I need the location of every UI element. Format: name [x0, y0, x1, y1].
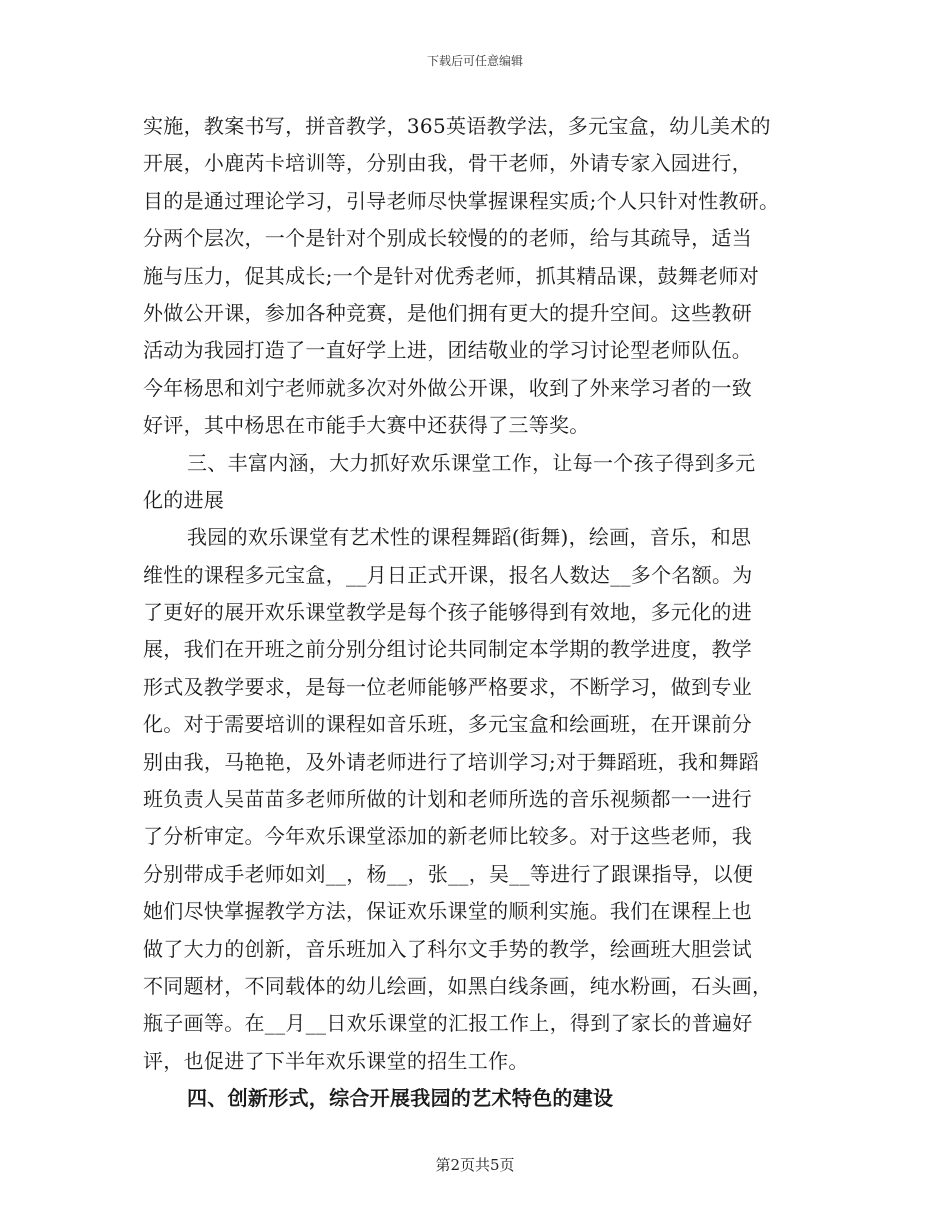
body-line: 维性的课程多元宝盒，__月日正式开课，报名人数达__多个名额。为 [143, 562, 753, 587]
body-line: 了分析审定。今年欢乐课堂添加的新老师比较多。对于这些老师，我 [143, 824, 752, 849]
body-line: 分别带成手老师如刘__，杨__，张__，吴__等进行了跟课指导，以便 [143, 861, 754, 886]
body-line: 瓶子画等。在__月__日欢乐课堂的汇报工作上，得到了家长的普遍好 [143, 1011, 753, 1036]
body-line: 化的进展 [143, 487, 225, 512]
body-line: 我园的欢乐课堂有艺术性的课程舞蹈(街舞)，绘画，音乐，和思 [187, 525, 752, 550]
body-line: 外做公开课，参加各种竞赛，是他们拥有更大的提升空间。这些教研 [143, 300, 752, 325]
body-line: 施与压力，促其成长;一个是针对优秀老师，抓其精品课，鼓舞老师对 [143, 263, 760, 288]
document-body [143, 108, 823, 1118]
section-heading: 四、创新形式，综合开展我园的艺术特色的建设 [187, 1086, 614, 1111]
body-line: 别由我，马艳艳，及外请老师进行了培训学习;对于舞蹈班，我和舞蹈 [143, 749, 760, 774]
body-line: 三、丰富内涵，大力抓好欢乐课堂工作，让每一个孩子得到多元 [187, 450, 756, 475]
body-line: 形式及教学要求，是每一位老师能够严格要求，不断学习，做到专业 [143, 674, 752, 699]
body-line: 开展，小鹿芮卡培训等，分别由我，骨干老师，外请专家入园进行， [143, 151, 752, 176]
body-line: 她们尽快掌握教学方法，保证欢乐课堂的顺利实施。我们在课程上也 [143, 899, 752, 924]
body-line: 化。对于需要培训的课程如音乐班，多元宝盒和绘画班，在开课前分 [143, 712, 752, 737]
body-line: 评，也促进了下半年欢乐课堂的招生工作。 [143, 1048, 529, 1073]
page-header-note: 下载后可任意编辑 [426, 54, 523, 68]
body-line: 展，我们在开班之前分别分组讨论共同制定本学期的教学进度，教学 [143, 637, 752, 662]
body-line: 分两个层次，一个是针对个别成长较慢的的老师，给与其疏导，适当 [143, 226, 752, 251]
body-line: 活动为我园打造了一直好学上进，团结敬业的学习讨论型老师队伍。 [143, 338, 752, 363]
body-line: 了更好的展开欢乐课堂教学是每个孩子能够得到有效地，多元化的进 [143, 600, 752, 625]
body-line: 不同题材，不同载体的幼儿绘画，如黑白线条画，纯水粉画，石头画， [143, 973, 773, 998]
body-line: 目的是通过理论学习，引导老师尽快掌握课程实质;个人只针对性教研。 [143, 188, 780, 213]
body-line: 实施，教案书写，拼音教学，365英语教学法，多元宝盒，幼儿美术的 [143, 114, 771, 138]
body-line: 好评，其中杨思在市能手大赛中还获得了三等奖。 [143, 413, 590, 438]
page-number: 第2页共5页 [435, 1156, 515, 1174]
body-line: 做了大力的创新，音乐班加入了科尔文手势的教学，绘画班大胆尝试 [143, 936, 752, 961]
body-line: 今年杨思和刘宁老师就多次对外做公开课，收到了外来学习者的一致 [143, 375, 752, 400]
body-line: 班负责人吴苗苗多老师所做的计划和老师所选的音乐视频都一一进行 [143, 787, 752, 812]
